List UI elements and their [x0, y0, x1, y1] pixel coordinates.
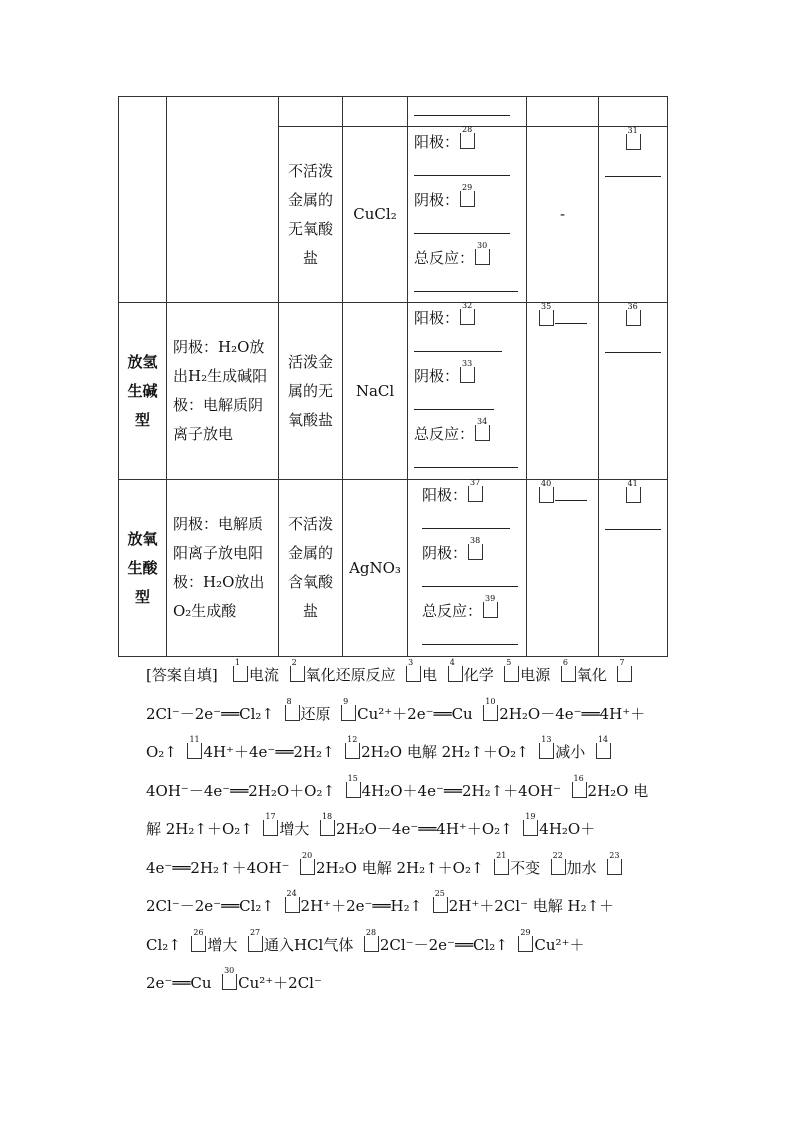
answer-item	[232, 658, 280, 684]
answer-text: 通入HCl气体	[263, 935, 354, 954]
answer-text: 减小	[555, 743, 586, 761]
blank-number-icon: 26	[191, 936, 206, 952]
answer-item	[247, 927, 354, 954]
cathode-line	[422, 536, 526, 568]
blank-line	[414, 333, 526, 362]
answer-text: Cu²⁺＋2Cl⁻	[238, 974, 322, 992]
blank-line	[414, 215, 526, 244]
blank-number-icon: 30	[475, 249, 490, 265]
blank-line	[414, 273, 526, 302]
blank-number-icon: 34	[475, 425, 490, 441]
answer-item	[447, 658, 494, 684]
blank-number-icon: 38	[468, 544, 483, 560]
answer-text: 4H₂O＋4e⁻══2H₂↑＋4OH⁻	[146, 820, 596, 877]
answer-item	[503, 658, 551, 684]
ph-cell	[527, 127, 599, 303]
ph-cell	[527, 97, 599, 127]
anode-label: 阳极：	[414, 132, 460, 151]
feature-text: 阴极：电解质阳离子放电阳极：H₂O放出O₂生成酸	[173, 515, 265, 620]
anode-label: 阳极：	[422, 486, 468, 504]
blank-number-icon: 4	[448, 666, 463, 682]
blank-number-icon: 23	[607, 859, 622, 875]
electrode-cell	[408, 124, 527, 303]
answer-blank[interactable]	[422, 514, 510, 529]
answer-item	[363, 927, 508, 954]
restore-cell	[599, 480, 668, 657]
answer-text: 化学	[463, 666, 494, 684]
answer-item	[262, 812, 310, 838]
blank-number-icon: 28	[364, 936, 379, 952]
restore-cell	[599, 127, 668, 303]
answer-blank[interactable]	[414, 453, 518, 468]
electrode-cell	[408, 480, 527, 657]
example-cell	[343, 97, 408, 127]
ph-cell	[527, 480, 599, 657]
blank-number-icon: 31	[626, 134, 641, 150]
electrode-cell	[408, 97, 527, 127]
answer-text: Cu²⁺＋2e⁻══Cu	[146, 935, 585, 992]
answer-text: 2H₂O 电解 2H₂↑＋O₂↑	[146, 781, 649, 838]
total-label: 总反应：	[414, 248, 475, 267]
restore-cell	[599, 97, 668, 127]
blank-number-icon: 32	[460, 309, 475, 325]
answer-item	[550, 850, 597, 877]
blank-number-icon: 16	[572, 782, 587, 798]
blank-line	[422, 568, 526, 597]
table-row	[119, 480, 668, 657]
blank-number-icon: 24	[285, 897, 300, 913]
answer-item	[405, 658, 438, 684]
blank-number-icon: 29	[518, 936, 533, 952]
table-row	[119, 97, 668, 127]
answer-text: 还原	[300, 704, 331, 723]
category-text: 不活泼金属的含氧酸盐	[287, 515, 333, 620]
answer-blank[interactable]	[555, 486, 587, 501]
answer-heading: [答案自填]	[146, 666, 218, 684]
answer-text: 电	[422, 666, 438, 684]
total-label: 总反应：	[414, 425, 475, 443]
answer-blank[interactable]	[414, 219, 510, 234]
answer-text: 氧化	[576, 666, 607, 684]
category-text: 活泼金属的无氧酸盐	[287, 352, 333, 429]
blank-number-icon: 17	[263, 820, 278, 836]
table-row	[119, 303, 668, 480]
example-text: CuCl₂	[353, 205, 397, 223]
category-cell	[279, 303, 343, 480]
answer-item	[284, 889, 423, 915]
ph-text: -	[559, 205, 566, 223]
answer-text: 2Cl⁻－2e⁻══Cl₂↑	[146, 704, 274, 723]
example-cell	[343, 303, 408, 480]
answer-item	[289, 658, 396, 684]
answer-item	[299, 850, 484, 877]
cathode-line	[414, 359, 526, 391]
answer-text: 增大	[279, 820, 310, 838]
blank-number-icon: 27	[248, 936, 263, 952]
answer-blank[interactable]	[605, 338, 661, 353]
answer-blank[interactable]	[414, 161, 510, 176]
blank-number-icon: 10	[483, 705, 498, 721]
blank-number-icon: 11	[187, 743, 202, 759]
blank-number-icon: 2	[290, 666, 305, 682]
answer-text: 2H₂O－4e⁻══4H⁺＋O₂↑	[146, 704, 646, 761]
answer-item	[344, 735, 529, 761]
blank-line	[422, 626, 526, 655]
type-cell	[119, 303, 167, 480]
answer-item	[221, 966, 322, 992]
blank-number-icon: 13	[539, 743, 554, 759]
blank-number-icon: 28	[460, 133, 475, 149]
blank-number-icon: 15	[346, 782, 361, 798]
answer-item	[190, 927, 238, 954]
restore-cell	[599, 303, 668, 480]
example-cell	[343, 480, 408, 657]
blank-number-icon: 22	[551, 859, 566, 875]
electrode-cell	[408, 303, 527, 480]
type-text: 放氧生酸型	[127, 529, 158, 606]
answer-item	[284, 696, 331, 723]
answer-text: Cu²⁺＋2e⁻══Cu	[357, 704, 473, 723]
type-cell	[119, 480, 167, 657]
blank-number-icon: 5	[504, 666, 519, 682]
answer-item	[186, 735, 335, 761]
blank-number-icon: 1	[233, 666, 248, 682]
blank-number-icon: 37	[468, 486, 483, 502]
answer-item	[493, 850, 541, 877]
blank-number-icon: 36	[626, 310, 641, 326]
answer-text: 电流	[249, 666, 280, 684]
blank-number-icon: 33	[460, 367, 475, 383]
answer-key-paragraph	[146, 656, 652, 1003]
total-line	[414, 240, 526, 273]
total-label: 总反应：	[422, 602, 483, 620]
answer-blank[interactable]	[414, 101, 510, 116]
blank-number-icon: 25	[433, 897, 448, 913]
blank-number-icon: 3	[406, 666, 421, 682]
blank-line	[422, 510, 526, 539]
example-text: NaCl	[355, 381, 395, 400]
answer-text: 2H₂O－4e⁻══4H⁺＋O₂↑	[335, 820, 513, 838]
answer-blank[interactable]	[414, 337, 502, 352]
blank-number-icon: 29	[460, 191, 475, 207]
answer-text: 不变	[510, 858, 541, 877]
answer-text: 2H₂O 电解 2H₂↑＋O₂↑	[361, 743, 529, 761]
category-cell	[279, 97, 343, 127]
blank-number-icon: 18	[320, 820, 335, 836]
answer-text: 增大	[207, 935, 238, 954]
total-line	[422, 594, 526, 626]
blank-number-icon: 39	[483, 602, 498, 618]
feature-cell	[167, 303, 279, 480]
cathode-line	[414, 182, 526, 215]
anode-label: 阳极：	[414, 309, 460, 327]
anode-line	[414, 301, 526, 333]
example-text: AgNO₃	[349, 558, 401, 577]
answer-item	[560, 658, 607, 684]
blank-number-icon: 19	[523, 820, 538, 836]
cathode-label: 阴极：	[414, 367, 460, 385]
blank-line	[414, 391, 526, 420]
blank-number-icon: 41	[626, 487, 641, 503]
answer-text: 4H₂O＋4e⁻══2H₂↑＋4OH⁻	[361, 781, 561, 800]
blank-line	[414, 449, 526, 478]
answer-item	[340, 696, 473, 723]
electrolysis-table	[118, 96, 668, 657]
total-line	[414, 417, 526, 449]
type-cell	[119, 97, 167, 303]
answer-text: 2H₂O 电解 2H₂↑＋O₂↑	[316, 858, 484, 877]
answer-blank[interactable]	[555, 309, 587, 324]
answer-blank[interactable]	[422, 630, 518, 645]
answer-item	[538, 735, 586, 761]
blank-number-icon: 14	[596, 743, 611, 759]
answer-text: 4H⁺＋4e⁻══2H₂↑	[203, 743, 335, 761]
blank-line	[414, 157, 526, 186]
blank-number-icon: 9	[341, 705, 356, 721]
anode-line	[422, 478, 526, 510]
category-cell	[279, 127, 343, 303]
cathode-label: 阴极：	[422, 544, 468, 562]
answer-text: 4OH⁻－4e⁻══2H₂O＋O₂↑	[146, 781, 336, 800]
example-cell	[343, 127, 408, 303]
blank-number-icon: 30	[222, 974, 237, 990]
answer-blank[interactable]	[422, 572, 518, 587]
answer-text: 加水	[566, 858, 597, 877]
answer-blank[interactable]	[605, 162, 661, 177]
blank-number-icon: 40	[539, 487, 554, 503]
category-text: 不活泼金属的无氧酸盐	[287, 161, 333, 267]
answer-item	[319, 812, 513, 838]
answer-text: 2Cl⁻－2e⁻══Cl₂↑	[379, 935, 508, 954]
anode-line	[414, 124, 526, 157]
feature-cell	[167, 480, 279, 657]
type-text: 放氢生碱型	[127, 352, 158, 429]
answer-text: 电源	[520, 666, 551, 684]
answer-blank[interactable]	[414, 395, 494, 410]
answer-text: 2H⁺＋2Cl⁻ 电解 H₂↑＋Cl₂↑	[146, 897, 615, 954]
answer-text: 2Cl⁻－2e⁻══Cl₂↑	[146, 897, 274, 915]
blank-number-icon: 35	[539, 310, 554, 326]
ph-cell	[527, 303, 599, 480]
blank-number-icon: 20	[300, 859, 315, 875]
blank-number-icon: 12	[345, 743, 360, 759]
answer-text: 氧化还原反应	[305, 666, 396, 684]
cathode-label: 阴极：	[414, 190, 460, 209]
answer-blank[interactable]	[414, 277, 518, 292]
blank-number-icon: 21	[494, 859, 509, 875]
blank-number-icon: 7	[617, 666, 632, 682]
blank-number-icon: 8	[285, 705, 300, 721]
blank-number-icon: 6	[561, 666, 576, 682]
answer-item	[345, 773, 561, 800]
answer-text: 2H⁺＋2e⁻══H₂↑	[300, 897, 423, 915]
answer-blank[interactable]	[605, 515, 661, 530]
feature-cell	[167, 97, 279, 303]
feature-text: 阴极：H₂O放出H₂生成碱阳极：电解质阴离子放电	[173, 338, 268, 443]
category-cell	[279, 480, 343, 657]
